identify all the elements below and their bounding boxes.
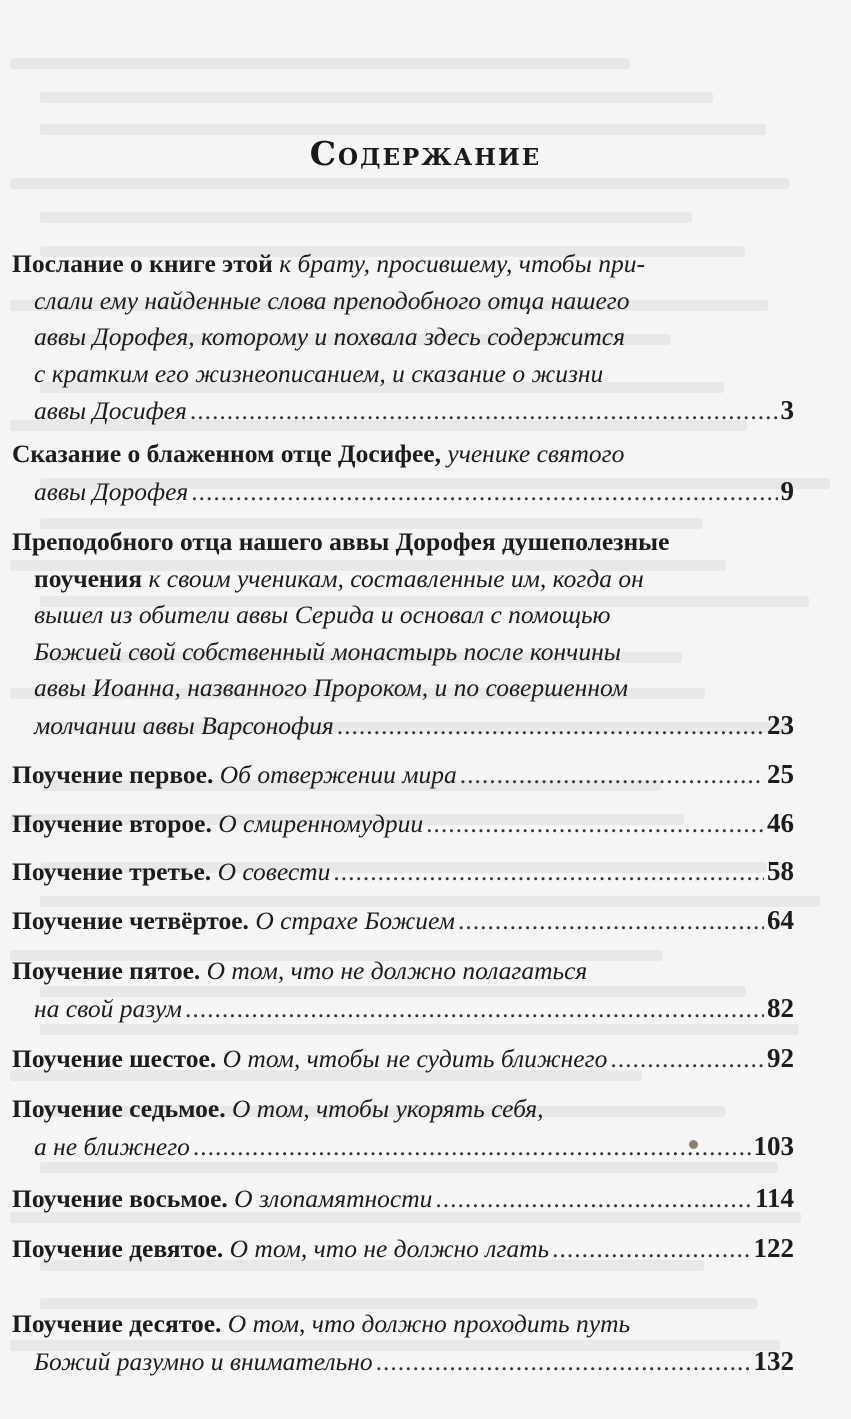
toc-entry <box>12 902 794 940</box>
toc-entry-last-line <box>12 902 794 940</box>
toc-entry-text <box>34 393 187 430</box>
entry-description: Божий разумно и внимательно <box>34 1346 373 1376</box>
toc-entry-last-line <box>12 1128 794 1166</box>
entry-description: к брату, просившему, чтобы при- <box>279 249 646 278</box>
toc-entry-text <box>12 1041 607 1078</box>
toc-entry <box>12 1180 794 1218</box>
entry-description: молчании аввы Варсонофия <box>34 710 334 740</box>
entry-description: О том, что не должно полагаться <box>206 956 588 985</box>
toc-entry-text <box>34 1344 373 1381</box>
dot-leader <box>190 393 778 430</box>
entry-description: к своим ученикам, составленные им, когда он <box>148 563 644 593</box>
entry-description: вышел из обители аввы Серида и основал с помощью <box>34 600 611 629</box>
entry-description: аввы Иоанна, названного Пророком, и по совершенном <box>34 673 629 702</box>
entry-description: О том, что должно проходить путь <box>227 1309 631 1338</box>
toc-entry <box>12 953 794 1027</box>
entry-description: О том, чтобы не судить ближнего <box>222 1044 608 1073</box>
entry-description: на свой разум <box>34 993 182 1023</box>
entry-description: О совести <box>217 857 331 886</box>
toc-entry <box>12 1306 794 1380</box>
toc-entry <box>12 805 794 843</box>
page-number: 132 <box>753 1345 794 1376</box>
toc-entry <box>12 246 794 430</box>
entry-description: с кратким его жизнеописанием, и сказание о жизни <box>34 358 604 388</box>
entry-description: О том, чтобы укорять себя, <box>232 1094 544 1123</box>
entry-heading: Послание о книге этой <box>12 249 280 278</box>
toc-entry-last-line <box>12 1040 794 1078</box>
dot-leader <box>193 1129 751 1166</box>
page-number: 9 <box>780 475 794 506</box>
toc-entry <box>12 756 794 794</box>
entry-description: О том, что не должно лгать <box>229 1234 550 1263</box>
entry-description: О смиренномудрии <box>218 809 424 838</box>
entry-description: аввы Досифея <box>34 396 187 425</box>
page-number: 23 <box>767 709 794 740</box>
page-number: 46 <box>767 808 794 838</box>
entry-description: а не ближнего <box>34 1131 190 1161</box>
page-number: 3 <box>780 395 794 425</box>
toc-entry-line <box>12 634 794 671</box>
dot-leader <box>376 1344 751 1381</box>
entry-heading: Поучение третье. <box>12 857 218 886</box>
dot-leader <box>185 991 764 1028</box>
page-title: Содержание <box>309 134 542 173</box>
toc-entry-line <box>12 524 794 561</box>
page-number: 103 <box>753 1130 794 1161</box>
page-number: 82 <box>767 992 794 1023</box>
page-number: 25 <box>767 759 794 789</box>
toc-entry-text <box>12 757 457 794</box>
toc-entry <box>12 1040 794 1078</box>
toc-entry-line <box>12 283 794 320</box>
entry-description: аввы Дорофея <box>34 476 189 506</box>
entry-heading: Поучение первое. <box>12 760 220 789</box>
entry-description: О страхе Божием <box>255 906 455 935</box>
entry-description: Божией свой собственный монастырь после кончины <box>34 636 622 666</box>
toc-entry-text <box>12 903 455 940</box>
entry-heading: Поучение седьмое. <box>12 1094 232 1123</box>
entry-heading: Преподобного отца нашего аввы Дорофея душеполезные <box>12 527 670 556</box>
entry-heading: Поучение второе. <box>12 809 219 838</box>
toc-entry-last-line <box>12 805 794 843</box>
toc-entry <box>12 1230 794 1268</box>
toc-entry-line <box>12 953 794 990</box>
toc-entry-last-line <box>12 1180 794 1218</box>
toc-entry-line <box>12 1306 794 1343</box>
toc-entry-last-line <box>12 990 794 1028</box>
entry-description: ученике святого <box>447 439 625 468</box>
toc-entry-text <box>34 1129 190 1166</box>
toc-entry-line <box>12 436 794 473</box>
entry-description: Об отвержении мира <box>219 760 457 789</box>
toc-entry-last-line <box>12 473 794 511</box>
entry-description: аввы Дорофея, которому и похвала здесь содержится <box>34 322 625 351</box>
toc-entry-line <box>12 561 794 598</box>
page-number: 58 <box>767 856 794 886</box>
toc-entry-text <box>12 854 330 891</box>
toc-entry-last-line <box>12 756 794 794</box>
toc-entry-text <box>12 1231 549 1268</box>
toc-entry-text <box>34 708 334 745</box>
entry-heading: Сказание о блаженном отце Досифее, <box>12 439 448 468</box>
dot-leader <box>426 806 764 843</box>
ink-speck <box>689 1140 698 1149</box>
entry-heading: поучения <box>34 563 149 593</box>
page-number: 92 <box>767 1043 794 1073</box>
toc-entry-text <box>34 474 188 511</box>
toc-entry-last-line <box>12 1343 794 1381</box>
entry-heading: Поучение пятое. <box>12 956 207 985</box>
toc-entry <box>12 1091 794 1165</box>
toc-entry-line <box>12 356 794 393</box>
entry-heading: Поучение четвёртое. <box>12 906 256 935</box>
entry-heading: Поучение девятое. <box>12 1234 230 1263</box>
toc-entry-line <box>12 246 794 283</box>
toc-entry <box>12 853 794 891</box>
dot-leader <box>552 1231 750 1268</box>
entry-description: слали ему найденные слова преподобного отца нашего <box>34 285 630 315</box>
dot-leader <box>435 1181 752 1218</box>
toc-entry-text <box>12 1181 432 1218</box>
toc-entry-last-line <box>12 707 794 745</box>
page-number: 64 <box>767 905 794 935</box>
toc-entry-line <box>12 319 794 356</box>
dot-leader <box>610 1041 764 1078</box>
toc-entry-last-line <box>12 392 794 430</box>
toc-entry-line <box>12 597 794 634</box>
toc-entry <box>12 436 794 510</box>
dot-leader <box>458 903 764 940</box>
dot-leader <box>460 757 764 794</box>
entry-heading: Поучение шестое. <box>12 1044 223 1073</box>
toc-entry-text <box>12 806 423 843</box>
toc-entry <box>12 524 794 744</box>
entry-heading: Поучение десятое. <box>12 1309 228 1338</box>
page-number: 114 <box>754 1183 794 1213</box>
dot-leader <box>337 708 764 745</box>
dot-leader <box>333 854 764 891</box>
toc-entry-line <box>12 1091 794 1128</box>
page-number: 122 <box>753 1233 794 1263</box>
toc-entry-text <box>34 991 182 1028</box>
toc-entry-last-line <box>12 1230 794 1268</box>
entry-heading: Поучение восьмое. <box>12 1184 235 1213</box>
toc-entry-line <box>12 670 794 707</box>
dot-leader <box>191 474 777 511</box>
toc-entry-last-line <box>12 853 794 891</box>
entry-description: О злопамятности <box>234 1184 433 1213</box>
